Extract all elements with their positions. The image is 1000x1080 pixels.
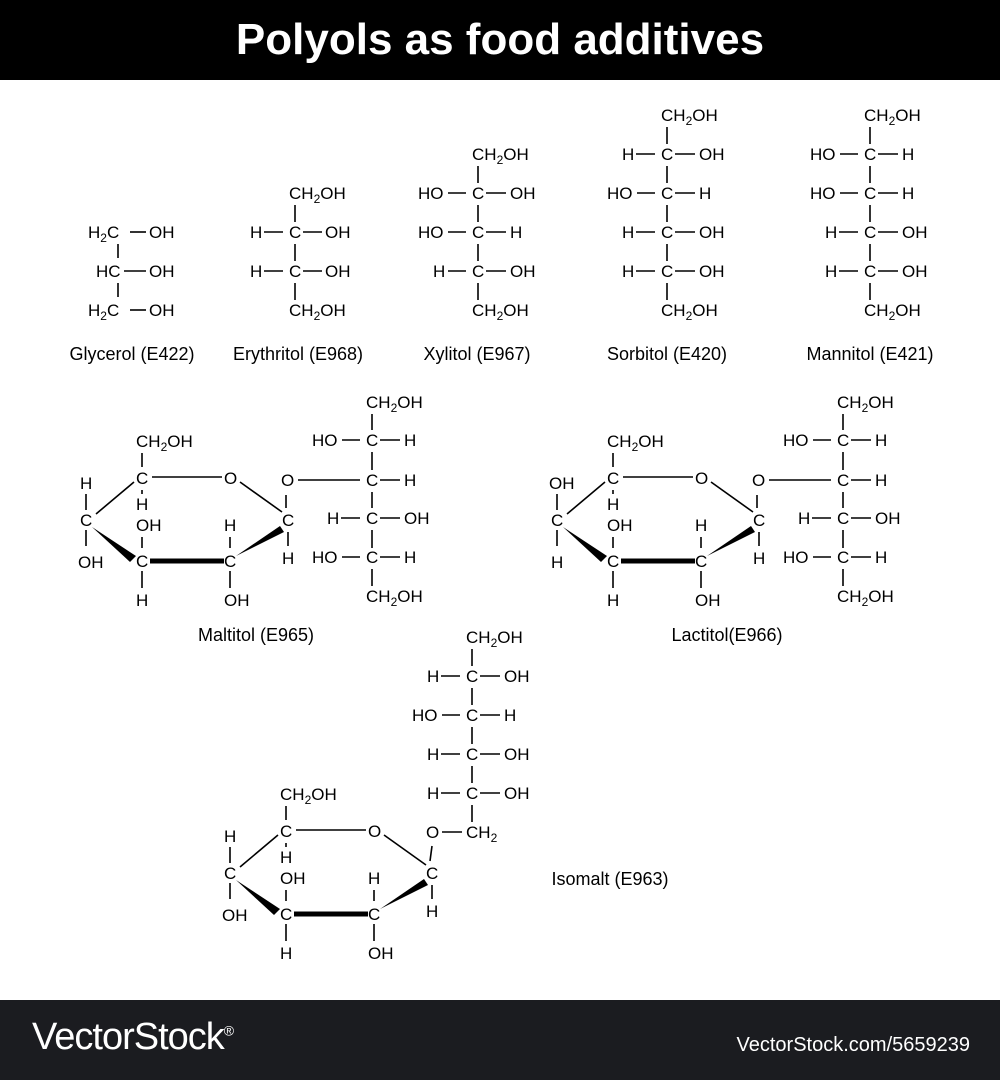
svg-text:H: H: [404, 548, 417, 567]
svg-text:C: C: [224, 864, 237, 883]
svg-text:H: H: [136, 591, 149, 610]
svg-text:OH: OH: [504, 784, 530, 803]
svg-text:C: C: [695, 552, 708, 571]
image-id-text: VectorStock.com/5659239: [736, 1034, 970, 1056]
svg-text:OH: OH: [325, 262, 351, 281]
structures-canvas: [0, 80, 1000, 1000]
svg-text:H: H: [136, 495, 149, 514]
svg-text:C: C: [864, 262, 877, 281]
page-title: Polyols as food additives: [235, 15, 765, 64]
footer-bar: [0, 1000, 1000, 1080]
svg-text:H: H: [607, 591, 620, 610]
svg-text:O: O: [752, 471, 766, 490]
svg-text:H: H: [404, 471, 417, 490]
svg-text:C: C: [472, 262, 485, 281]
svg-text:O: O: [695, 469, 709, 488]
maltitol-caption: Maltitol (E965): [197, 625, 315, 645]
svg-text:CH2: $CH_2$: [466, 823, 498, 845]
svg-text:CH2OH: $CH_2OH$: [136, 432, 193, 454]
glycerol-caption: Glycerol (E422): [69, 344, 195, 364]
svg-text:H: H: [753, 549, 766, 568]
atom-label: $H_2C$: [88, 223, 120, 245]
svg-text:O: O: [281, 471, 295, 490]
svg-text:OH: OH: [695, 591, 721, 610]
svg-text:CH2OH: $CH_2OH$: [280, 785, 337, 807]
svg-text:C: C: [661, 184, 674, 203]
svg-text:H: H: [622, 145, 635, 164]
svg-text:HO: HO: [783, 548, 809, 567]
svg-text:CH2OH: $CH_2OH$: [661, 301, 718, 323]
svg-text:HO: HO: [607, 184, 633, 203]
svg-text:C: C: [136, 469, 149, 488]
erythritol-structure: [250, 184, 351, 323]
svg-text:CH2OH: $CH_2OH$: [289, 184, 346, 206]
svg-text:OH: OH: [875, 509, 901, 528]
svg-text:C: C: [864, 223, 877, 242]
svg-text:H: H: [825, 262, 838, 281]
svg-text:C: C: [366, 509, 379, 528]
svg-text:CH2OH: $CH_2OH$: [837, 393, 894, 415]
svg-text:H: H: [607, 495, 620, 514]
svg-text:H: H: [368, 869, 381, 888]
svg-text:C: C: [837, 509, 850, 528]
svg-text:OH: OH: [504, 667, 530, 686]
svg-text:C: C: [472, 223, 485, 242]
svg-text:C: C: [136, 552, 149, 571]
brand-name: VectorStock: [32, 1016, 224, 1058]
svg-text:H: H: [622, 223, 635, 242]
svg-text:CH2OH: $CH_2OH$: [289, 301, 346, 323]
svg-text:H: H: [695, 516, 708, 535]
svg-text:H: H: [902, 145, 915, 164]
svg-text:C: C: [280, 822, 293, 841]
svg-text:O: O: [368, 822, 382, 841]
svg-text:C: C: [366, 431, 379, 450]
svg-text:OH: OH: [902, 262, 928, 281]
svg-text:C: C: [466, 667, 479, 686]
svg-text:OH: OH: [902, 223, 928, 242]
svg-text:C: C: [282, 511, 295, 530]
svg-text:CH2OH: $CH_2OH$: [864, 106, 921, 128]
svg-text:H: H: [280, 944, 293, 963]
svg-text:OH: OH: [325, 223, 351, 242]
svg-text:C: C: [837, 548, 850, 567]
svg-text:C: C: [607, 552, 620, 571]
svg-text:H: H: [280, 848, 293, 867]
svg-text:HO: HO: [312, 431, 338, 450]
svg-text:H: H: [551, 553, 564, 572]
svg-text:C: C: [472, 184, 485, 203]
svg-text:C: C: [864, 145, 877, 164]
svg-text:OH: OH: [280, 869, 306, 888]
svg-text:C: C: [551, 511, 564, 530]
svg-text:H: H: [250, 262, 263, 281]
svg-text:H: H: [875, 431, 888, 450]
glycerol-structure: [88, 223, 175, 323]
svg-text:H: H: [250, 223, 263, 242]
svg-text:HO: HO: [810, 184, 836, 203]
svg-text:HO: HO: [810, 145, 836, 164]
svg-text:H: H: [282, 549, 295, 568]
svg-text:OH: OH: [699, 145, 725, 164]
svg-text:OH: OH: [78, 553, 104, 572]
lactitol-structure: [549, 393, 901, 610]
svg-text:HO: HO: [312, 548, 338, 567]
svg-text:C: C: [289, 223, 302, 242]
svg-text:H: H: [622, 262, 635, 281]
svg-text:H: H: [504, 706, 517, 725]
isomalt-structure: [222, 628, 530, 963]
svg-text:C: C: [864, 184, 877, 203]
svg-text:C: C: [426, 864, 439, 883]
maltitol-structure: [78, 393, 430, 610]
svg-text:OH: OH: [222, 906, 248, 925]
svg-text:CH2OH: $CH_2OH$: [607, 432, 664, 454]
svg-text:C: C: [661, 223, 674, 242]
svg-text:OH: OH: [224, 591, 250, 610]
isomalt-caption: Isomalt (E963): [551, 869, 669, 889]
svg-text:H: H: [875, 471, 888, 490]
svg-text:C: C: [466, 784, 479, 803]
xylitol-caption: Xylitol (E967): [423, 344, 531, 364]
erythritol-caption: Erythritol (E968): [232, 344, 364, 364]
svg-text:OH: OH: [549, 474, 575, 493]
svg-text:H: H: [427, 745, 440, 764]
svg-text:O: O: [224, 469, 238, 488]
svg-text:H: H: [404, 431, 417, 450]
svg-text:C: C: [80, 511, 93, 530]
svg-text:C: C: [466, 745, 479, 764]
svg-text:CH2OH: $CH_2OH$: [472, 301, 529, 323]
registered-mark: ®: [223, 1022, 234, 1039]
sorbitol-caption: Sorbitol (E420): [606, 344, 728, 364]
svg-text:C: C: [280, 905, 293, 924]
svg-text:OH: OH: [136, 516, 162, 535]
svg-text:CH2OH: $CH_2OH$: [472, 145, 529, 167]
svg-text:H: H: [699, 184, 712, 203]
svg-text:H: H: [427, 784, 440, 803]
svg-text:HO: HO: [412, 706, 438, 725]
svg-text:H: H: [327, 509, 340, 528]
svg-text:C: C: [289, 262, 302, 281]
svg-text:HO: HO: [783, 431, 809, 450]
svg-text:OH: OH: [404, 509, 430, 528]
svg-text:H: H: [224, 827, 237, 846]
svg-text:C: C: [368, 905, 381, 924]
svg-text:C: C: [466, 706, 479, 725]
svg-text:H: H: [80, 474, 93, 493]
svg-text:OH: OH: [699, 223, 725, 242]
svg-text:CH2OH: $CH_2OH$: [864, 301, 921, 323]
svg-text:H: H: [510, 223, 523, 242]
svg-text:OH: OH: [510, 184, 536, 203]
title-bar: [0, 0, 1000, 80]
svg-text:C: C: [366, 471, 379, 490]
svg-text:CH2OH: $CH_2OH$: [837, 587, 894, 609]
svg-text:CH2OH: $CH_2OH$: [661, 106, 718, 128]
svg-text:OH: OH: [149, 223, 175, 242]
svg-text:C: C: [224, 552, 237, 571]
atom-label: $H_2C$: [88, 301, 120, 323]
svg-text:C: C: [837, 471, 850, 490]
svg-text:OH: OH: [699, 262, 725, 281]
svg-text:HO: HO: [418, 184, 444, 203]
atom-label: HC: [96, 262, 121, 281]
svg-text:H: H: [224, 516, 237, 535]
svg-text:OH: OH: [504, 745, 530, 764]
svg-text:H: H: [426, 902, 439, 921]
svg-text:H: H: [875, 548, 888, 567]
mannitol-structure: [810, 106, 928, 323]
svg-text:OH: OH: [607, 516, 633, 535]
svg-text:C: C: [607, 469, 620, 488]
mannitol-caption: Mannitol (E421): [806, 344, 934, 364]
svg-text:CH2OH: $CH_2OH$: [366, 587, 423, 609]
svg-text:C: C: [661, 262, 674, 281]
svg-text:H: H: [427, 667, 440, 686]
svg-text:H: H: [825, 223, 838, 242]
svg-text:OH: OH: [149, 301, 175, 320]
xylitol-structure: [418, 145, 536, 323]
svg-text:CH2OH: $CH_2OH$: [466, 628, 523, 650]
svg-text:C: C: [366, 548, 379, 567]
svg-text:C: C: [753, 511, 766, 530]
svg-text:OH: OH: [149, 262, 175, 281]
svg-text:HO: HO: [418, 223, 444, 242]
svg-text:OH: OH: [510, 262, 536, 281]
svg-text:CH2OH: $CH_2OH$: [366, 393, 423, 415]
svg-text:H: H: [433, 262, 446, 281]
svg-text:OH: OH: [368, 944, 394, 963]
svg-text:H: H: [902, 184, 915, 203]
svg-text:C: C: [837, 431, 850, 450]
structures-svg: [0, 80, 1000, 1000]
lactitol-caption: Lactitol(E966): [671, 625, 783, 645]
svg-text:H: H: [798, 509, 811, 528]
svg-text:C: C: [661, 145, 674, 164]
sorbitol-structure: [607, 106, 725, 323]
svg-text:O: O: [426, 823, 440, 842]
brand-logo: [32, 1016, 233, 1059]
